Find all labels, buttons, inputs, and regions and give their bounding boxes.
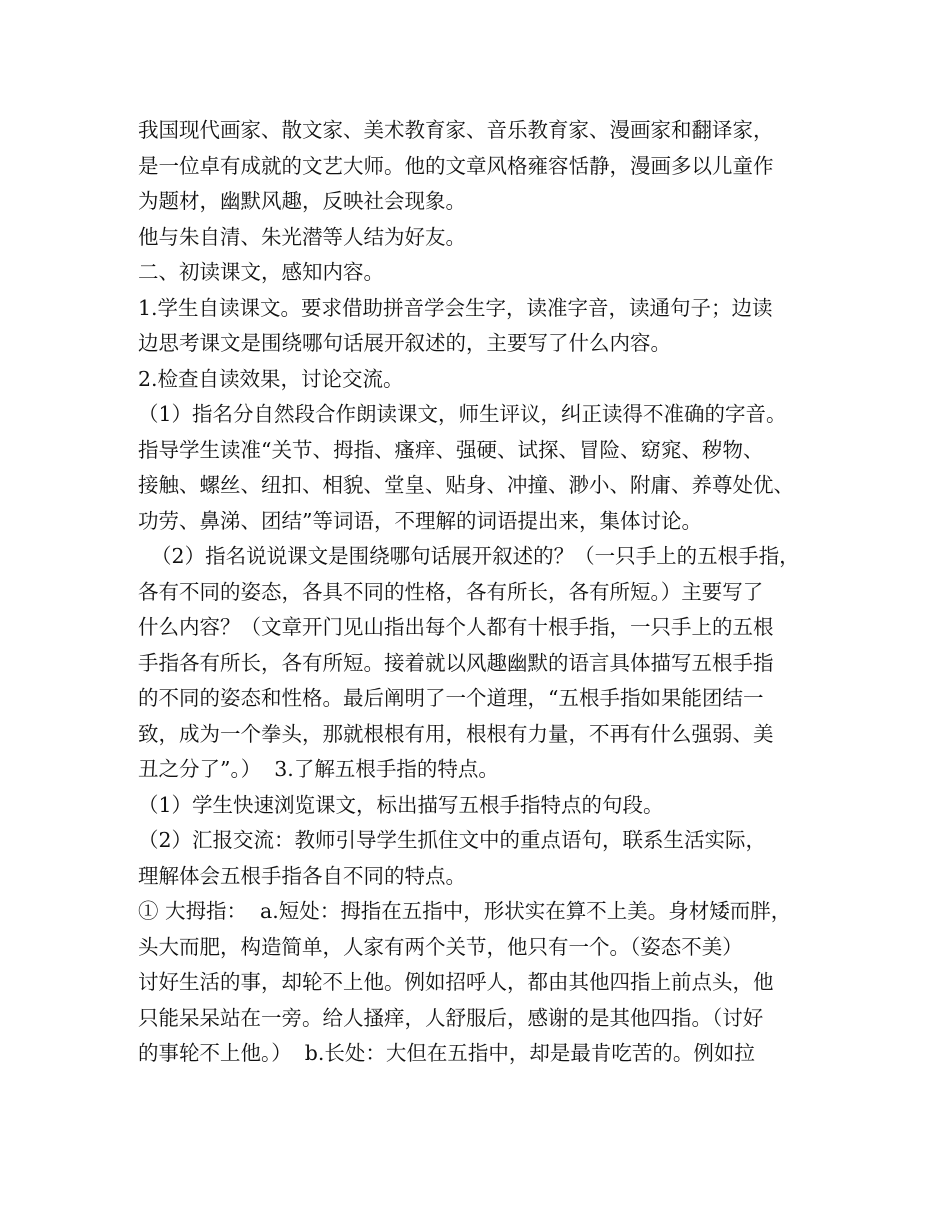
text-line: 的事轮不上他。） b.长处：大但在五指中，却是最肯吃苦的。例如拉 [138,1041,755,1065]
text-line: 他与朱自清、朱光潜等人结为好友。 [138,224,466,249]
text-line: ① 大拇指： a.短处：拇指在五指中，形状实在算不上美。身材矮而胖， [138,899,792,923]
text-line: 接触、螺丝、纽扣、相貌、堂皇、贴身、冲撞、渺小、附庸、养尊处优、 [138,473,794,497]
text-line: 致，成为一个拳头，那就根根有用，根根有力量，不再有什么强弱、美 [138,721,774,746]
text-line: 讨好生活的事，却轮不上他。例如招呼人，都由其他四指上前点头，他 [138,970,774,994]
text-line: （2）汇报交流：教师引导学生抓住文中的重点语句，联系生活实际， [138,828,767,852]
text-line: （1）学生快速浏览课文，标出描写五根手指特点的句段。 [138,792,664,817]
section-heading: 二、初读课文，感知内容。 [138,260,384,284]
text-line: 什么内容？（文章开门见山指出每个人都有十根手指，一只手上的五根 [138,615,774,639]
text-line: 理解体会五根手指各自不同的特点。 [138,863,466,888]
text-line: 功劳、鼻涕、团结”等词语，不理解的词语提出来，集体讨论。 [138,508,702,533]
text-line: 手指各有所长，各有所短。接着就以风趣幽默的语言具体描写五根手指 [138,650,774,675]
text-line: 是一位卓有成就的文艺大师。他的文章风格雍容恬静，漫画多以儿童作 [138,153,774,178]
text-line: 丑之分了”。） 3.了解五根手指的特点。 [138,757,499,781]
text-line: 指导学生读准“关节、拇指、瘙痒、强硬、试探、冒险、窈窕、秽物、 [138,437,764,462]
text-line: 边思考课文是围绕哪句话展开叙述的，主要写了什么内容。 [138,331,671,355]
text-line: （2）指名说说课文是围绕哪句话展开叙述的？（一只手上的五根手指， [138,544,800,568]
text-line: 1.学生自读课文。要求借助拼音学会生字，读准字音，读通句子；边读 [138,295,773,320]
text-line: 只能呆呆站在一旁。给人搔痒，人舒服后，感谢的是其他四指。（讨好 [138,1005,764,1030]
text-line: 头大而肥，构造简单，人家有两个关节，他只有一个。（姿态不美） [138,934,743,959]
text-line: 各有不同的姿态，各具不同的性格，各有所长，各有所短。）主要写了 [138,579,764,604]
text-line: 为题材，幽默风趣，反映社会现象。 [138,189,466,213]
text-line: 我国现代画家、散文家、美术教育家、音乐教育家、漫画家和翻译家， [138,118,774,142]
body-text [138,113,838,1072]
text-line: （1）指名分自然段合作朗读课文，师生评议，纠正读得不准确的字音。 [138,402,787,426]
text-line: 2.检查自读效果，讨论交流。 [138,366,404,391]
text-line: 的不同的姿态和性格。最后阐明了一个道理，“五根手指如果能团结一 [138,686,764,710]
